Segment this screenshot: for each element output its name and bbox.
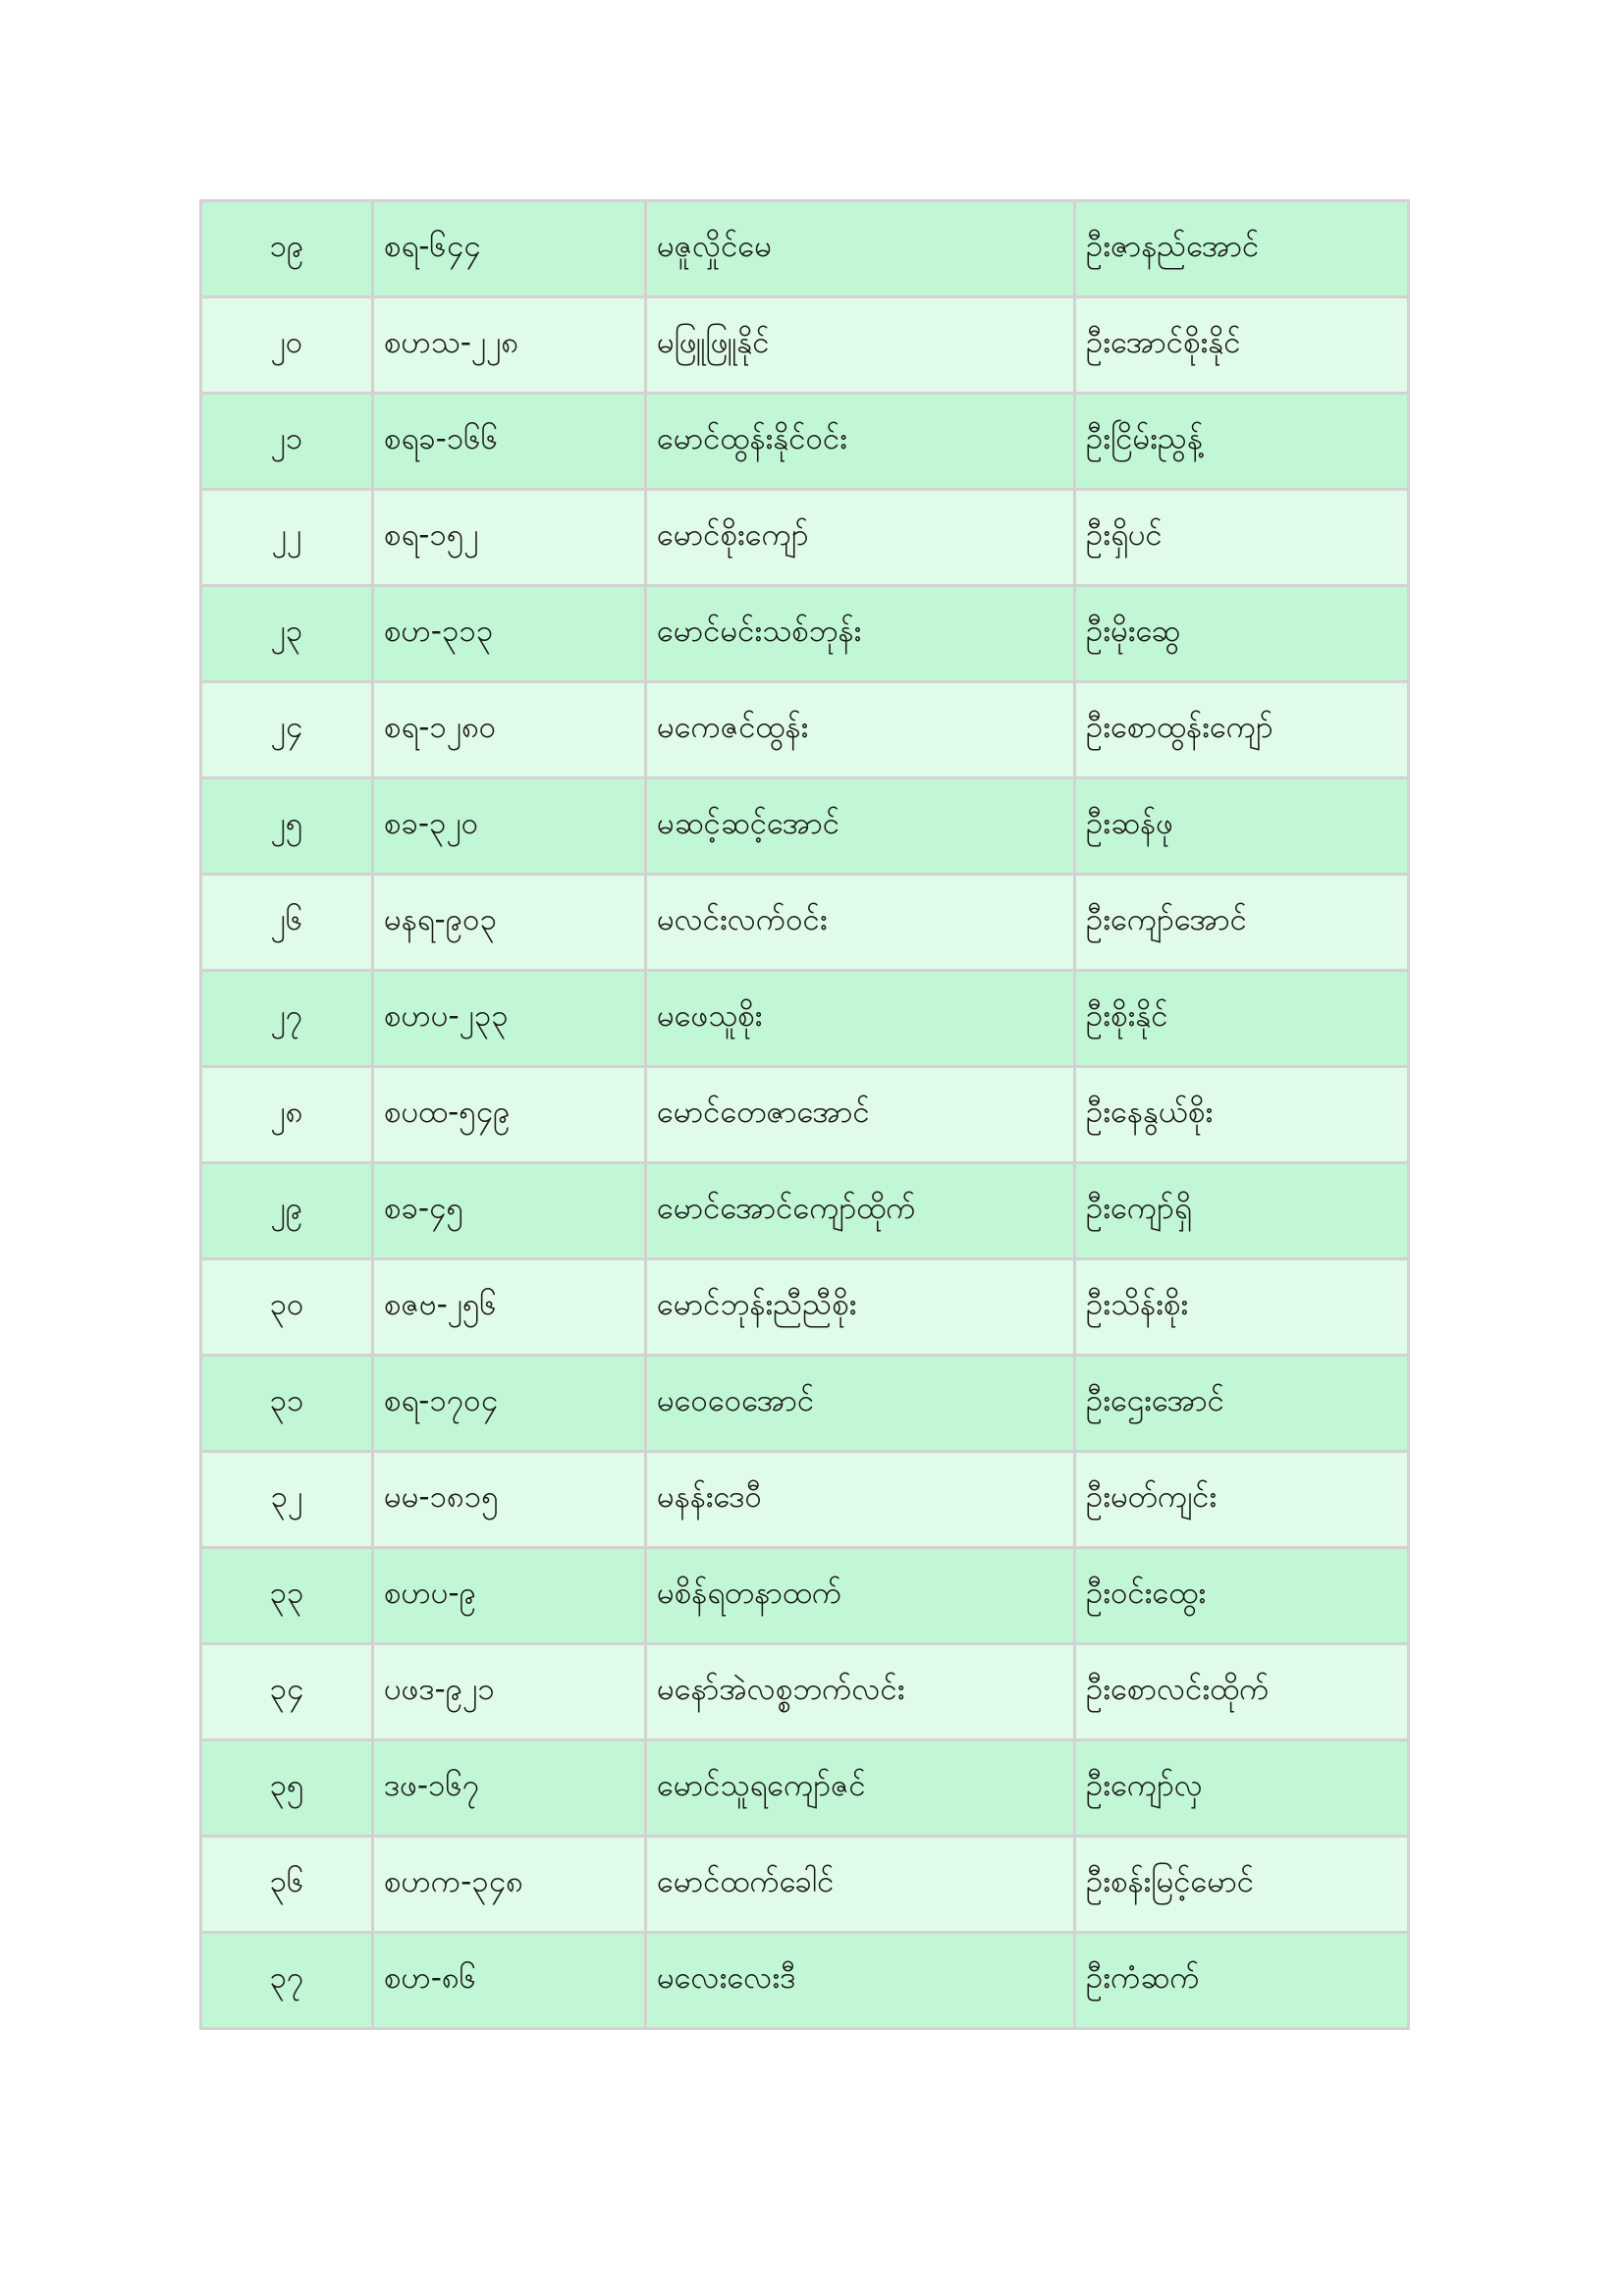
student-name-cell: မောင်မင်းသစ်ဘုန်း xyxy=(646,586,1075,682)
table-row xyxy=(201,1548,1409,1644)
registration-code-cell: မမ-၁၈၁၅ xyxy=(373,1452,646,1548)
parent-name-cell: ဦးမိုးဆွေ xyxy=(1075,586,1409,682)
parent-name-cell: ဦးသိန်းစိုး xyxy=(1075,1259,1409,1356)
parent-name-cell: ဦးစန်းမြင့်မောင် xyxy=(1075,1837,1409,1933)
parent-name-cell: ဦးရှိပင် xyxy=(1075,490,1409,586)
table-row xyxy=(201,1356,1409,1452)
row-number-cell: ၂၁ xyxy=(201,394,373,490)
registration-code-cell: စဟက-၃၄၈ xyxy=(373,1837,646,1933)
registration-code-cell: စရ-၁၇၀၄ xyxy=(373,1356,646,1452)
roster-table-body xyxy=(201,201,1409,2029)
registration-code-cell: စခ-၄၅ xyxy=(373,1163,646,1259)
registration-code-cell: စခ-၃၂၀ xyxy=(373,778,646,875)
table-row xyxy=(201,778,1409,875)
parent-name-cell: ဦးကံဆက် xyxy=(1075,1933,1409,2029)
student-name-cell: မဇူလှိုင်မေ xyxy=(646,201,1075,297)
table-row xyxy=(201,1259,1409,1356)
student-name-cell: မဖေသူစိုး xyxy=(646,971,1075,1067)
student-name-cell: မနန်းဒေဝီ xyxy=(646,1452,1075,1548)
parent-name-cell: ဦးကျော်လှ xyxy=(1075,1740,1409,1837)
row-number-cell: ၃၅ xyxy=(201,1740,373,1837)
row-number-cell: ၃၁ xyxy=(201,1356,373,1452)
row-number-cell: ၃၂ xyxy=(201,1452,373,1548)
registration-code-cell: စဟပ-၉ xyxy=(373,1548,646,1644)
student-name-cell: မဆင့်ဆင့်အောင် xyxy=(646,778,1075,875)
row-number-cell: ၃၇ xyxy=(201,1933,373,2029)
registration-code-cell: စရခ-၁၆၆ xyxy=(373,394,646,490)
student-name-cell: မလေးလေးဒီ xyxy=(646,1933,1075,2029)
parent-name-cell: ဦးကျော်ရှိ xyxy=(1075,1163,1409,1259)
table-row xyxy=(201,1740,1409,1837)
parent-name-cell: ဦးစောလင်းထိုက် xyxy=(1075,1644,1409,1740)
student-name-cell: မဖြူဖြူနိုင် xyxy=(646,297,1075,394)
table-row xyxy=(201,875,1409,971)
parent-name-cell: ဦးဝင်းထွေး xyxy=(1075,1548,1409,1644)
table-row xyxy=(201,586,1409,682)
row-number-cell: ၂၃ xyxy=(201,586,373,682)
registration-code-cell: ဒဖ-၁၆၇ xyxy=(373,1740,646,1837)
table-row xyxy=(201,490,1409,586)
registration-code-cell: စပထ-၅၄၉ xyxy=(373,1067,646,1163)
table-row xyxy=(201,1644,1409,1740)
registration-code-cell: မနရ-၉၀၃ xyxy=(373,875,646,971)
row-number-cell: ၂၄ xyxy=(201,682,373,778)
row-number-cell: ၁၉ xyxy=(201,201,373,297)
table-row xyxy=(201,1837,1409,1933)
parent-name-cell: ဦးဆန်ဖု xyxy=(1075,778,1409,875)
registration-code-cell: စဟ-၈၆ xyxy=(373,1933,646,2029)
student-name-cell: မနော်အဲလစ္စဘက်လင်း xyxy=(646,1644,1075,1740)
student-name-cell: မောင်ထွန်းနိုင်ဝင်း xyxy=(646,394,1075,490)
row-number-cell: ၂၂ xyxy=(201,490,373,586)
registration-code-cell: စရ-၆၄၄ xyxy=(373,201,646,297)
parent-name-cell: ဦးစောထွန်းကျော် xyxy=(1075,682,1409,778)
registration-code-cell: စဟပ-၂၃၃ xyxy=(373,971,646,1067)
row-number-cell: ၂၆ xyxy=(201,875,373,971)
registration-code-cell: စဟ-၃၁၃ xyxy=(373,586,646,682)
student-name-cell: မောင်သူရကျော်ဇင် xyxy=(646,1740,1075,1837)
registration-code-cell: စရ-၁၅၂ xyxy=(373,490,646,586)
row-number-cell: ၂၀ xyxy=(201,297,373,394)
table-row xyxy=(201,971,1409,1067)
table-row xyxy=(201,1452,1409,1548)
parent-name-cell: ဦးစိုးနိုင် xyxy=(1075,971,1409,1067)
table-row xyxy=(201,1067,1409,1163)
row-number-cell: ၂၅ xyxy=(201,778,373,875)
table-row xyxy=(201,201,1409,297)
table-row xyxy=(201,394,1409,490)
student-name-cell: မောင်ဘုန်းညီညီစိုး xyxy=(646,1259,1075,1356)
row-number-cell: ၃၄ xyxy=(201,1644,373,1740)
registration-code-cell: ပဖဒ-၉၂၁ xyxy=(373,1644,646,1740)
student-name-cell: မောင်စိုးကျော် xyxy=(646,490,1075,586)
row-number-cell: ၂၇ xyxy=(201,971,373,1067)
table-row xyxy=(201,682,1409,778)
parent-name-cell: ဦးဌေးအောင် xyxy=(1075,1356,1409,1452)
table-row xyxy=(201,297,1409,394)
student-name-cell: မောင်ထက်ခေါင် xyxy=(646,1837,1075,1933)
roster-table xyxy=(199,199,1410,2030)
student-name-cell: မောင်တေဇာအောင် xyxy=(646,1067,1075,1163)
parent-name-cell: ဦးငြိမ်းညွန့် xyxy=(1075,394,1409,490)
student-name-cell: မစိန်ရတနာထက် xyxy=(646,1548,1075,1644)
parent-name-cell: ဦးနေနွယ်စိုး xyxy=(1075,1067,1409,1163)
table-row xyxy=(201,1163,1409,1259)
row-number-cell: ၃၀ xyxy=(201,1259,373,1356)
registration-code-cell: စဟသ-၂၂၈ xyxy=(373,297,646,394)
registration-code-cell: စရ-၁၂၈၀ xyxy=(373,682,646,778)
student-name-cell: မလင်းလက်ဝင်း xyxy=(646,875,1075,971)
parent-name-cell: ဦးအောင်စိုးနိုင် xyxy=(1075,297,1409,394)
parent-name-cell: ဦးဇာနည်အောင် xyxy=(1075,201,1409,297)
row-number-cell: ၃၃ xyxy=(201,1548,373,1644)
registration-code-cell: စဇဗ-၂၅၆ xyxy=(373,1259,646,1356)
row-number-cell: ၂၈ xyxy=(201,1067,373,1163)
student-name-cell: မောင်အောင်ကျော်ထိုက် xyxy=(646,1163,1075,1259)
table-row xyxy=(201,1933,1409,2029)
student-name-cell: မဝေဝေအောင် xyxy=(646,1356,1075,1452)
parent-name-cell: ဦးကျော်အောင် xyxy=(1075,875,1409,971)
row-number-cell: ၃၆ xyxy=(201,1837,373,1933)
row-number-cell: ၂၉ xyxy=(201,1163,373,1259)
parent-name-cell: ဦးမတ်ကျင်း xyxy=(1075,1452,1409,1548)
student-name-cell: မကေဇင်ထွန်း xyxy=(646,682,1075,778)
